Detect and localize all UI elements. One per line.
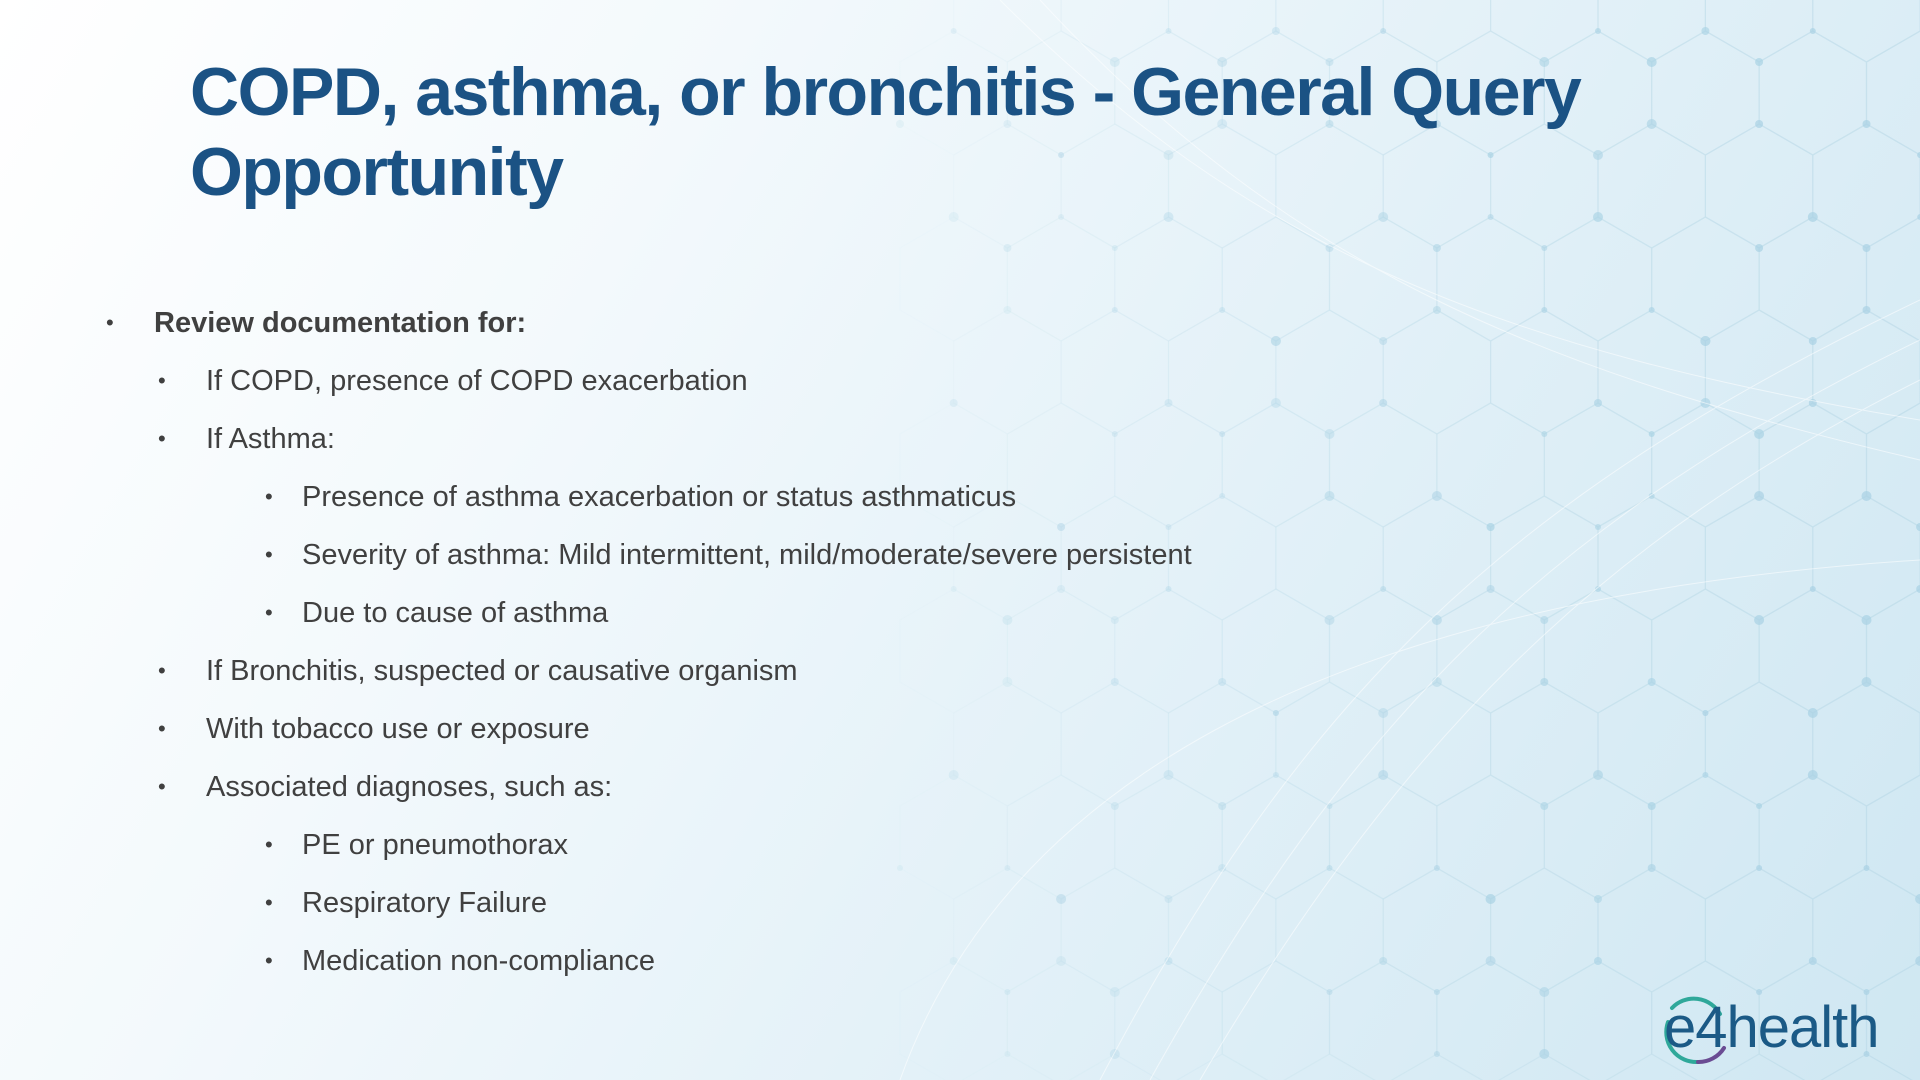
hexagon-cell — [1759, 403, 1866, 527]
network-node — [1702, 772, 1708, 778]
hexagon-cell — [1813, 310, 1920, 434]
network-node — [1110, 1049, 1120, 1059]
hexagon-cell — [1813, 496, 1920, 620]
hexagon-cell — [1652, 589, 1759, 713]
hexagon-cell — [1759, 31, 1866, 155]
network-node — [1863, 244, 1871, 252]
network-node — [1112, 245, 1118, 251]
network-node — [951, 28, 957, 34]
network-node — [1593, 770, 1603, 780]
hexagon-cell — [1491, 868, 1598, 992]
bullet-text: If Bronchitis, suspected or causative organism — [206, 655, 798, 687]
bullet-text: Due to cause of asthma — [302, 597, 609, 629]
hexagon-cell — [1867, 775, 1920, 899]
network-node — [1864, 865, 1870, 871]
network-node — [1863, 120, 1871, 128]
network-node — [1756, 865, 1762, 871]
hexagon-cell — [1705, 868, 1812, 992]
network-node — [1164, 212, 1174, 222]
network-node — [1810, 28, 1816, 34]
network-node — [1862, 677, 1872, 687]
bullet-icon: • — [158, 368, 166, 393]
network-node — [1862, 615, 1872, 625]
network-node — [1915, 956, 1920, 966]
e4health-logo — [1664, 990, 1904, 1066]
network-node — [1810, 586, 1816, 592]
bullet-icon: • — [158, 658, 166, 683]
bullet-item-copd — [0, 357, 1500, 415]
bullet-icon: • — [265, 948, 273, 973]
network-node — [1754, 429, 1764, 439]
bullet-text: With tobacco use or exposure — [206, 713, 590, 745]
network-node — [1648, 802, 1656, 810]
network-node — [1058, 214, 1064, 220]
bullet-icon: • — [265, 890, 273, 915]
bullet-icon: • — [265, 542, 273, 567]
network-node — [1648, 678, 1656, 686]
network-node — [1700, 336, 1710, 346]
network-node — [1595, 28, 1601, 34]
network-node — [1272, 27, 1280, 35]
hexagon-cell — [1598, 682, 1705, 806]
hexagon-cell — [1813, 868, 1920, 992]
bullet-item-asthma — [0, 415, 1500, 473]
bullet-icon: • — [158, 774, 166, 799]
network-node — [1701, 27, 1709, 35]
network-node — [1648, 864, 1656, 872]
hexagon-cell — [1759, 775, 1866, 899]
bullet-item-pe — [0, 821, 1500, 879]
bullet-text: If COPD, presence of COPD exacerbation — [206, 365, 748, 397]
bullet-text: Respiratory Failure — [302, 887, 547, 919]
hexagon-cell — [1759, 589, 1866, 713]
logo-text: e4health — [1664, 995, 1879, 1060]
network-node — [1754, 491, 1764, 501]
bullet-item-asthma-cause — [0, 589, 1500, 647]
network-node — [1756, 803, 1762, 809]
bullet-list — [0, 299, 1500, 995]
bullet-text: Medication non-compliance — [302, 945, 656, 977]
network-node — [1808, 770, 1818, 780]
bullet-item-bronchitis — [0, 647, 1500, 705]
bullet-item-respiratory-failure — [0, 879, 1500, 937]
bullet-item-asthma-severity — [0, 531, 1500, 589]
network-node — [1754, 615, 1764, 625]
network-node — [1378, 212, 1388, 222]
hexagon-cell — [1652, 403, 1759, 527]
network-node — [1434, 1051, 1440, 1057]
network-node — [1540, 678, 1548, 686]
hexagon-cell — [1598, 496, 1705, 620]
network-node — [1541, 307, 1547, 313]
hexagon-cell — [1544, 775, 1651, 899]
hexagon-cell — [1705, 496, 1812, 620]
network-node — [1540, 802, 1548, 810]
hexagon-cell — [1544, 961, 1651, 1080]
bullet-icon: • — [265, 600, 273, 625]
bullet-text: Presence of asthma exacerbation or status asthmaticus — [302, 481, 1017, 513]
network-node — [1702, 710, 1708, 716]
network-node — [949, 212, 959, 222]
bullet-item-medication — [0, 937, 1500, 995]
network-node — [1488, 214, 1494, 220]
network-node — [1916, 585, 1920, 593]
hexagon-cell — [1759, 217, 1866, 341]
hexagon-cell — [1705, 682, 1812, 806]
network-node — [1594, 399, 1602, 407]
hexagon-cell — [1598, 310, 1705, 434]
bullet-text: Severity of asthma: Mild intermittent, mild/moderate/severe persistent — [302, 539, 1192, 571]
network-node — [1755, 58, 1763, 66]
network-node — [1433, 244, 1441, 252]
network-node — [1539, 1049, 1549, 1059]
hexagon-cell — [1491, 682, 1598, 806]
network-node — [1649, 431, 1655, 437]
hexagon-cell — [1544, 403, 1651, 527]
network-node — [1166, 28, 1172, 34]
network-node — [1539, 987, 1549, 997]
network-node — [1004, 1051, 1010, 1057]
hexagon-cell — [1813, 124, 1920, 248]
hexagon-cell — [1544, 217, 1651, 341]
bullet-icon: • — [265, 484, 273, 509]
bullet-item-tobacco — [0, 705, 1500, 763]
network-node — [1916, 523, 1920, 531]
network-node — [1809, 337, 1817, 345]
network-node — [1594, 957, 1602, 965]
hexagon-cell — [1598, 868, 1705, 992]
network-node — [1541, 431, 1547, 437]
network-node — [1808, 708, 1818, 718]
network-node — [1595, 524, 1601, 530]
network-node — [1863, 306, 1871, 314]
network-node — [1593, 212, 1603, 222]
hexagon-cell — [1652, 775, 1759, 899]
hexagon-cell — [1491, 310, 1598, 434]
bullet-text: PE or pneumothorax — [302, 829, 568, 861]
hexagon-cell — [1705, 310, 1812, 434]
network-node — [1380, 28, 1386, 34]
network-node — [1594, 895, 1602, 903]
network-node — [1809, 957, 1817, 965]
hexagon-cell — [1867, 403, 1920, 527]
network-node — [1003, 244, 1011, 252]
bullet-item-review — [0, 299, 1500, 357]
network-node — [1755, 120, 1763, 128]
slide-title: COPD, asthma, or bronchitis - General Query Opportunity — [190, 54, 1581, 210]
network-node — [1808, 212, 1818, 222]
bullet-icon: • — [265, 832, 273, 857]
bullet-icon: • — [158, 426, 166, 451]
network-node — [1649, 307, 1655, 313]
network-node — [1540, 616, 1548, 624]
bullet-text: If Asthma: — [206, 423, 335, 455]
hexagon-cell — [1652, 217, 1759, 341]
network-node — [1541, 245, 1547, 251]
hexagon-cell — [1867, 31, 1920, 155]
bullet-icon: • — [158, 716, 166, 741]
network-node — [1915, 894, 1920, 904]
bullet-text: Associated diagnoses, such as: — [206, 771, 613, 803]
bullet-item-associated-diagnoses — [0, 763, 1500, 821]
hexagon-cell — [1813, 682, 1920, 806]
network-node — [1755, 244, 1763, 252]
hexagon-cell — [1867, 589, 1920, 713]
network-node — [1862, 491, 1872, 501]
bullet-item-asthma-exacerbation — [0, 473, 1500, 531]
hexagon-cell — [1813, 0, 1920, 62]
bullet-text: Review documentation for: — [154, 307, 527, 339]
bullet-icon: • — [106, 310, 114, 335]
